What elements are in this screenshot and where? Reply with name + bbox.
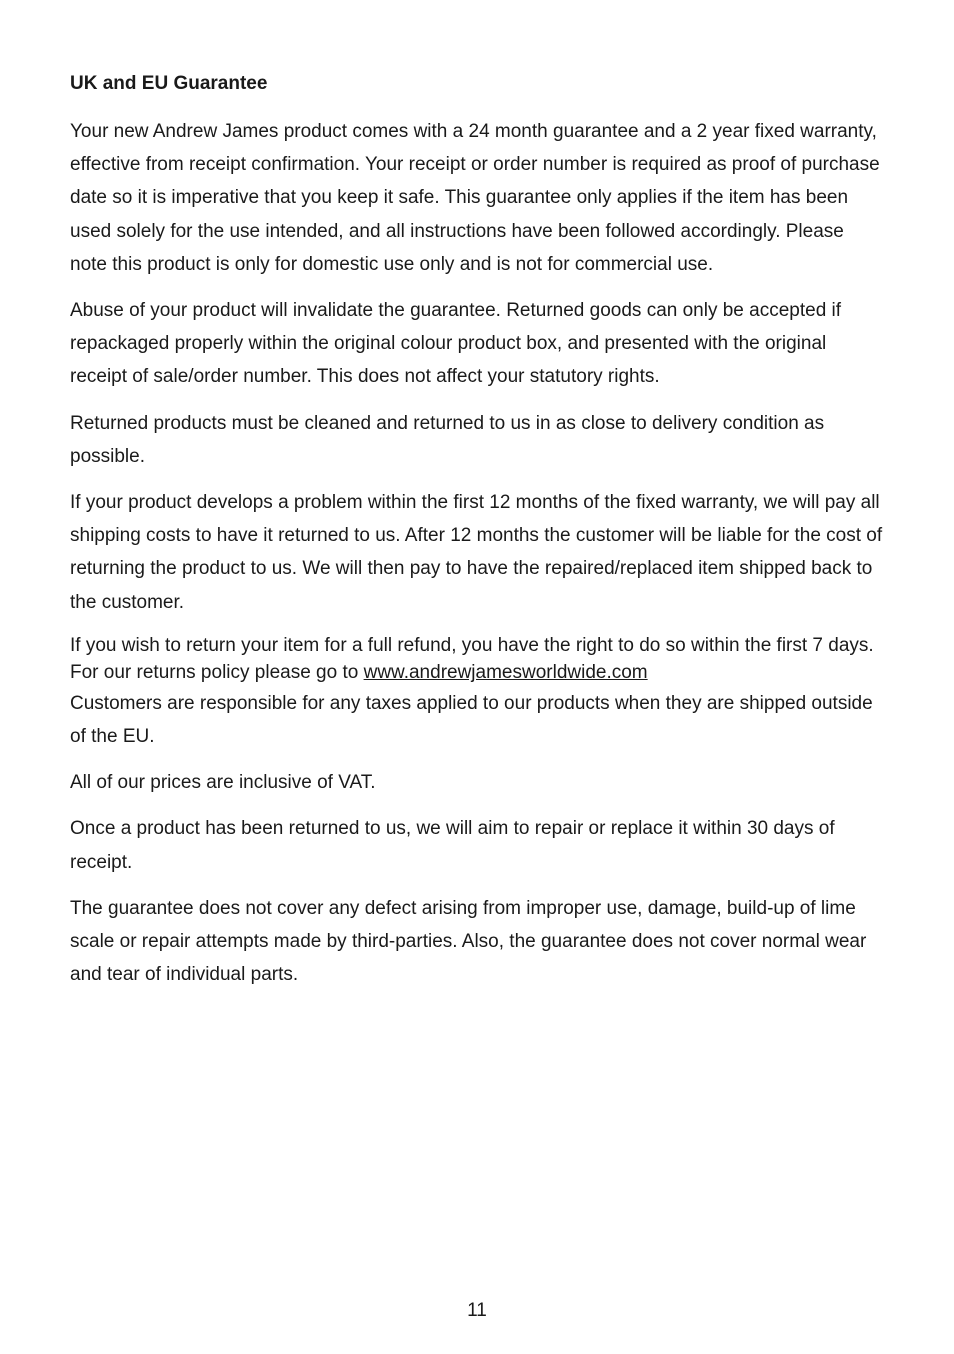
abuse-paragraph: Abuse of your product will invalidate the guarantee. Returned goods can only be accepted if repackaged properly within the original colour product box, and presented with the original receipt of sale/order number. This does not affect your statutory rights. [70, 300, 842, 388]
shipping-costs-paragraph: If your product develops a problem within the first 12 months of the fixed warranty, we will pay all shipping costs to have it returned to us. After 12 months the customer will be liable for the cost of returning the product to us. We will then pay to have the repaired/replaced item shipped back to the customer. [70, 492, 883, 613]
repair-replace-paragraph: Once a product has been returned to us, we will aim to repair or replace it within 30 days of receipt. [70, 818, 835, 873]
returns-policy-link[interactable]: www.andrewjamesworldwide.com [363, 662, 648, 684]
returned-products-paragraph: Returned products must be cleaned and returned to us in as close to delivery condition as possible. [70, 412, 825, 467]
customers-taxes-paragraph: Customers are responsible for any taxes applied to our products when they are shipped outside of the EU. [70, 692, 873, 748]
refund-paragraph [70, 632, 884, 687]
page-number: 11 [467, 1300, 487, 1321]
defect-coverage-paragraph: The guarantee does not cover any defect arising from improper use, damage, build-up of lime scale or repair attempts made by third-parties. Also, the guarantee does not cover normal wear and tear of individual parts. [70, 897, 867, 986]
section-heading: UK and EU Guarantee [70, 73, 268, 94]
vat-paragraph: All of our prices are inclusive of VAT. [70, 772, 376, 794]
document-page [70, 70, 884, 1004]
refund-text: If you wish to return your item for a full refund, you have the right to do so within the first 7 days. For our returns policy please go to [70, 634, 874, 684]
guarantee-paragraph: Your new Andrew James product comes with a 24 month guarantee and a 2 year fixed warranty, effective from receipt confirmation. Your receipt or order number is required as proof of purchase date so it is imperative that you keep it safe. This guarantee only applies if the item has been used solely for the use intended, and all instructions have been followed accordingly. Please note this product is only for domestic use only and is not for commercial use. [70, 121, 880, 275]
